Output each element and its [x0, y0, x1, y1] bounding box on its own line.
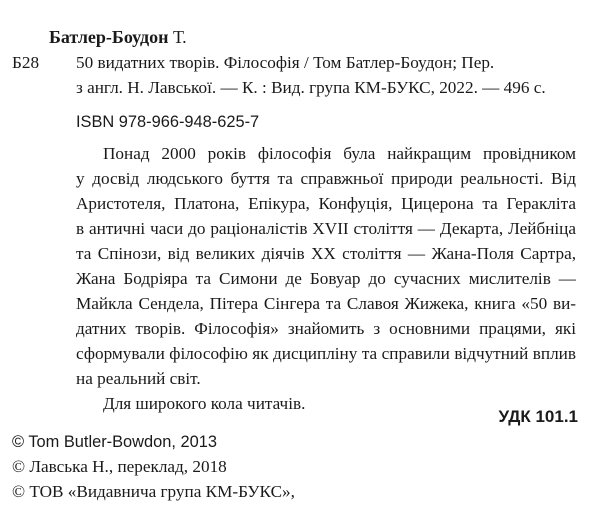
annotation-line: Майкла Сендела, Пітера Сінгера та Славоя Жижека, книга «50 ви- — [76, 294, 576, 313]
author-heading — [49, 26, 187, 48]
annotation-line: Понад 2000 років філософія була найкращим провідником — [103, 144, 576, 163]
udk-code: УДК 101.1 — [498, 407, 578, 426]
author-surname: Батлер-Боудон — [49, 27, 169, 47]
isbn: ISBN 978-966-948-625-7 — [76, 113, 260, 131]
annotation-line: в античні часи до раціоналістів XVII століття — Декарта, Лейбніца — [76, 219, 576, 238]
annotation-line: сформували філософію як дисципліну та справили відчутний вплив — [76, 344, 576, 363]
audience-note: Для широкого кола читачів. — [103, 394, 306, 413]
annotation-line: Жана Бодріяра та Симони де Бовуар до сучасних мислителів — — [76, 269, 576, 288]
author-initial: Т. — [168, 27, 187, 47]
annotation-line: у досвід людського буття та справжньої природи реальності. Від — [76, 169, 576, 188]
annotation-line: та Спінози, від великих діячів XX століття — Жана-Поля Сартра, — [76, 244, 576, 263]
annotation-line: датних творів. Філософія» знайомить з основними працями, які — [76, 319, 576, 338]
title-line-2: з англ. Н. Лавської. — К. : Вид. група КМ-БУКС, 2022. — 496 с. — [76, 78, 546, 97]
annotation-line: на реальний світ. — [76, 369, 201, 388]
annotation-line: Аристотеля, Платона, Епікура, Конфуція, Цицерона та Геракліта — [76, 194, 576, 213]
classification-code: Б28 — [12, 53, 40, 72]
copyright-line: © Tom Butler-Bowdon, 2013 — [12, 433, 217, 451]
copyright-line: © ТОВ «Видавнича група КМ-БУКС», — [12, 482, 295, 501]
title-line-1: 50 видатних творів. Філософія / Том Батлер-Боудон; Пер. — [76, 53, 495, 72]
copyright-line: © Лавська Н., переклад, 2018 — [12, 457, 227, 476]
